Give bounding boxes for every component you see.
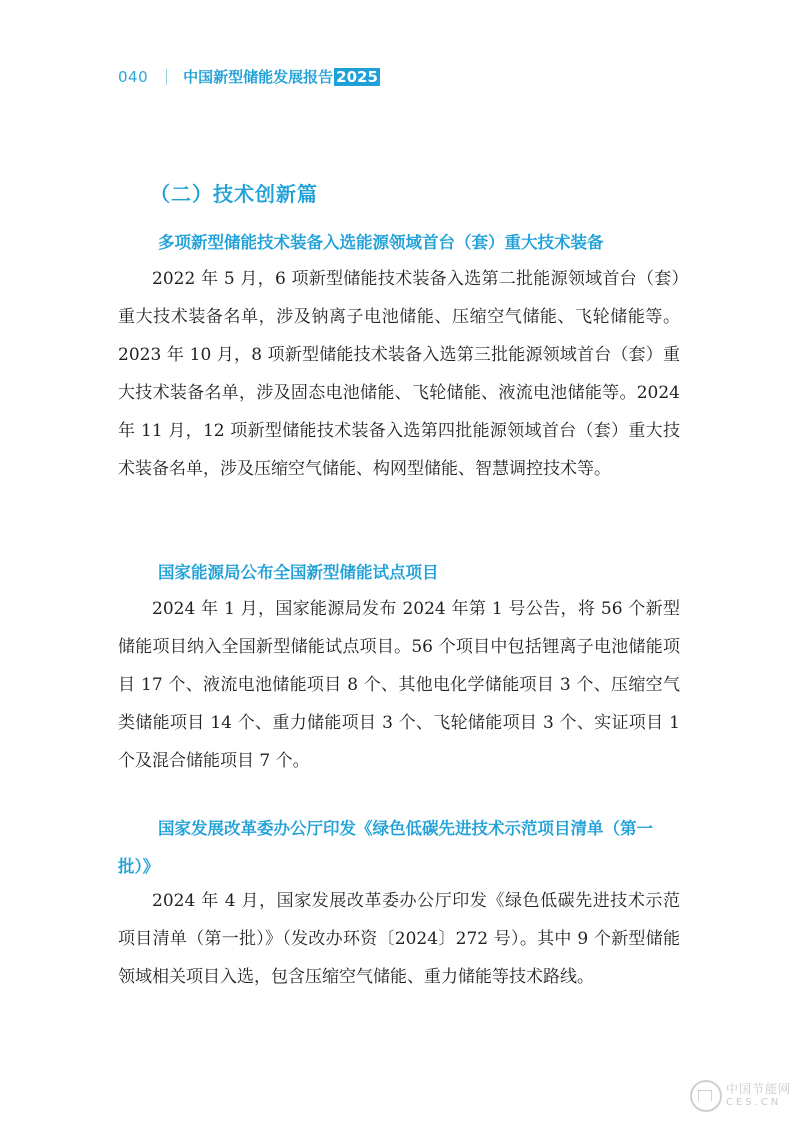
report-year-badge: 2025 xyxy=(336,67,378,86)
watermark-cn: 中国节能网 xyxy=(726,1082,792,1096)
article-body: 2024 年 4 月，国家发展改革委办公厅印发《绿色低碳先进技术示范项目清单（第一批）》（发改办环资〔2024〕272 号）。其中 9 个新型储能领域相关项目入选，包含压缩空气储能、重力储能等技术路线。 xyxy=(118,891,680,987)
article-body: 2022 年 5 月，6 项新型储能技术装备入选第二批能源领域首台（套）重大技术装备名单，涉及钠离子电池储能、压缩空气储能、飞轮储能等。2023 年 10 月，8 项新型储能技术装备入选第三批能源领域首台（套）重大技术装备名单，涉及固态电池储能、飞轮储能、液流电池储能等。2024 年 11 月，12 项新型储能技术装备入选第四批能源领域首台（套）重大技术装备名单，涉及压缩空气储能、构网型储能、智慧调控技术等。 xyxy=(118,269,680,479)
watermark xyxy=(690,1078,798,1114)
section-title: （二）技术创新篇 xyxy=(150,182,318,206)
report-title: 中国新型储能发展报告 xyxy=(183,68,334,86)
page-number: 040 xyxy=(118,67,149,86)
article-body: 2024 年 1 月，国家能源局发布 2024 年第 1 号公告，将 56 个新型储能项目纳入全国新型储能试点项目。56 个项目中包括锂离子电池储能项目 17 个、液流电池储能项目 8 个、其他电化学储能项目 3 个、压缩空气类储能项目 14 个、重力储能项目 3 个、飞轮储能项目 3 个、实证项目 1 个及混合储能项目 7 个。 xyxy=(118,599,680,771)
article-heading: 国家发展改革委办公厅印发《绿色低碳先进技术示范项目清单（第一批）》 xyxy=(118,819,653,876)
article-heading: 多项新型储能技术装备入选能源领域首台（套）重大技术装备 xyxy=(158,233,604,252)
article-heading: 国家能源局公布全国新型储能试点项目 xyxy=(158,563,439,582)
header-divider xyxy=(166,69,167,85)
watermark-logo-icon xyxy=(690,1080,722,1112)
running-header xyxy=(118,66,380,87)
watermark-en: CES.CN xyxy=(726,1097,782,1108)
